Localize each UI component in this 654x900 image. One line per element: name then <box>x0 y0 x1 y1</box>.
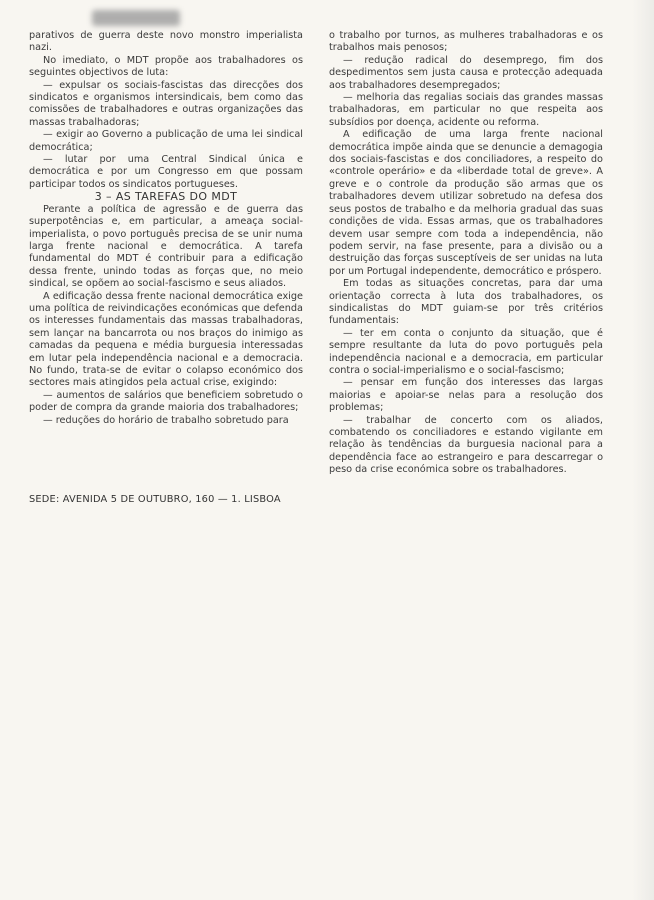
paragraph: No imediato, o MDT propõe aos trabalhadores os seguintes objectivos de luta: <box>29 54 303 79</box>
right-column <box>329 30 603 477</box>
left-column <box>29 30 303 427</box>
ink-smudge <box>92 10 180 26</box>
list-item: — expulsar os sociais-fascistas das direcções dos sindicatos e organismos intersindicais, bem como das comissões de trabalhadores e outras organizações das massas trabalhadoras; <box>29 79 303 128</box>
list-item: — pensar em função dos interesses das largas maiorias e apoiar-se nelas para a resolução dos problemas; <box>329 377 603 414</box>
list-item: — exigir ao Governo a publicação de uma lei sindical democrática; <box>29 129 303 153</box>
footer-address: SEDE: AVENIDA 5 DE OUTUBRO, 160 — 1. LISBOA <box>29 494 281 505</box>
paragraph: A edificação dessa frente nacional democrática exige uma política de reivindicações económicas que defenda os interesses fundamentais das massas trabalhadoras, sem lançar na bancarrota ou nos braços do inimigo as camadas da pequena e média burguesia interessadas em lutar pela independência nacional e a democracia. No fundo, trata-se de evitar o colapso económico dos sectores mais atingidos pela actual crise, exigindo: <box>29 290 303 389</box>
paragraph: parativos de guerra deste novo monstro imperialista nazi. <box>29 30 303 54</box>
page-edge-shadow <box>632 0 654 900</box>
paragraph: A edificação de uma larga frente nacional democrática impõe ainda que se denuncie a demagogia dos sociais-fascistas e dos conciliadores, a respeito do «controle operário» e da «liberdade total de greve». A greve e o controle da produção são armas que os trabalhadores devem utilizar sobretudo na defesa dos seus postos de trabalho e da melhoria gradual das suas condições de vida. Essas armas, que os trabalhadores devem usar sempre com toda a independência, não podem servir, na fase presente, para a divisão ou a destruição das forças susceptíveis de ser unidas na luta por um Portugal independente, democrático e próspero. <box>329 129 603 277</box>
list-item: — ter em conta o conjunto da situação, que é sempre resultante da luta do povo português pela independência nacional e a democracia, em particular contra o social-imperialismo e o social-fascismo; <box>329 327 603 376</box>
section-heading: 3 – AS TAREFAS DO MDT <box>94 190 238 204</box>
list-item: — reduções do horário de trabalho sobretudo para <box>43 414 289 426</box>
list-item: — aumentos de salários que beneficiem sobretudo o poder de compra da grande maioria dos trabalhadores; <box>29 389 303 414</box>
list-item: — lutar por uma Central Sindical única e democrática e por um Congresso em que possam participar todos os sindicatos portugueses. <box>29 154 303 190</box>
list-item: — trabalhar de concerto com os aliados, combatendo os conciliadores e estando vigilante em relação às tendências da burguesia nacional para a dependência face ao estrangeiro e para descarregar o peso da crise económica sobre os trabalhadores. <box>329 414 603 476</box>
paragraph: Em todas as situações concretas, para dar uma orientação correcta à luta dos trabalhadores, os sindicalistas do MDT guiam-se por três critérios fundamentais: <box>329 278 603 327</box>
list-item: o trabalho por turnos, as mulheres trabalhadoras e os trabalhos mais penosos; <box>329 30 603 54</box>
list-item: — redução radical do desemprego, fim dos despedimentos sem justa causa e protecção adequada aos trabalhadores desempregados; <box>329 54 603 91</box>
list-item: — melhoria das regalias sociais das grandes massas trabalhadoras, em particular no que respeita aos subsídios por doença, acidente ou reforma. <box>329 92 603 128</box>
paragraph: Perante a política de agressão e de guerra das superpotências e, em particular, a ameaça social-imperialista, o povo português precisa de se unir numa larga frente nacional e democrática. A tarefa fundamental do MDT é contribuir para a edificação dessa frente, unindo todas as forças que, no meio sindical, se opõem ao social-fascismo e seus aliados. <box>29 203 303 290</box>
